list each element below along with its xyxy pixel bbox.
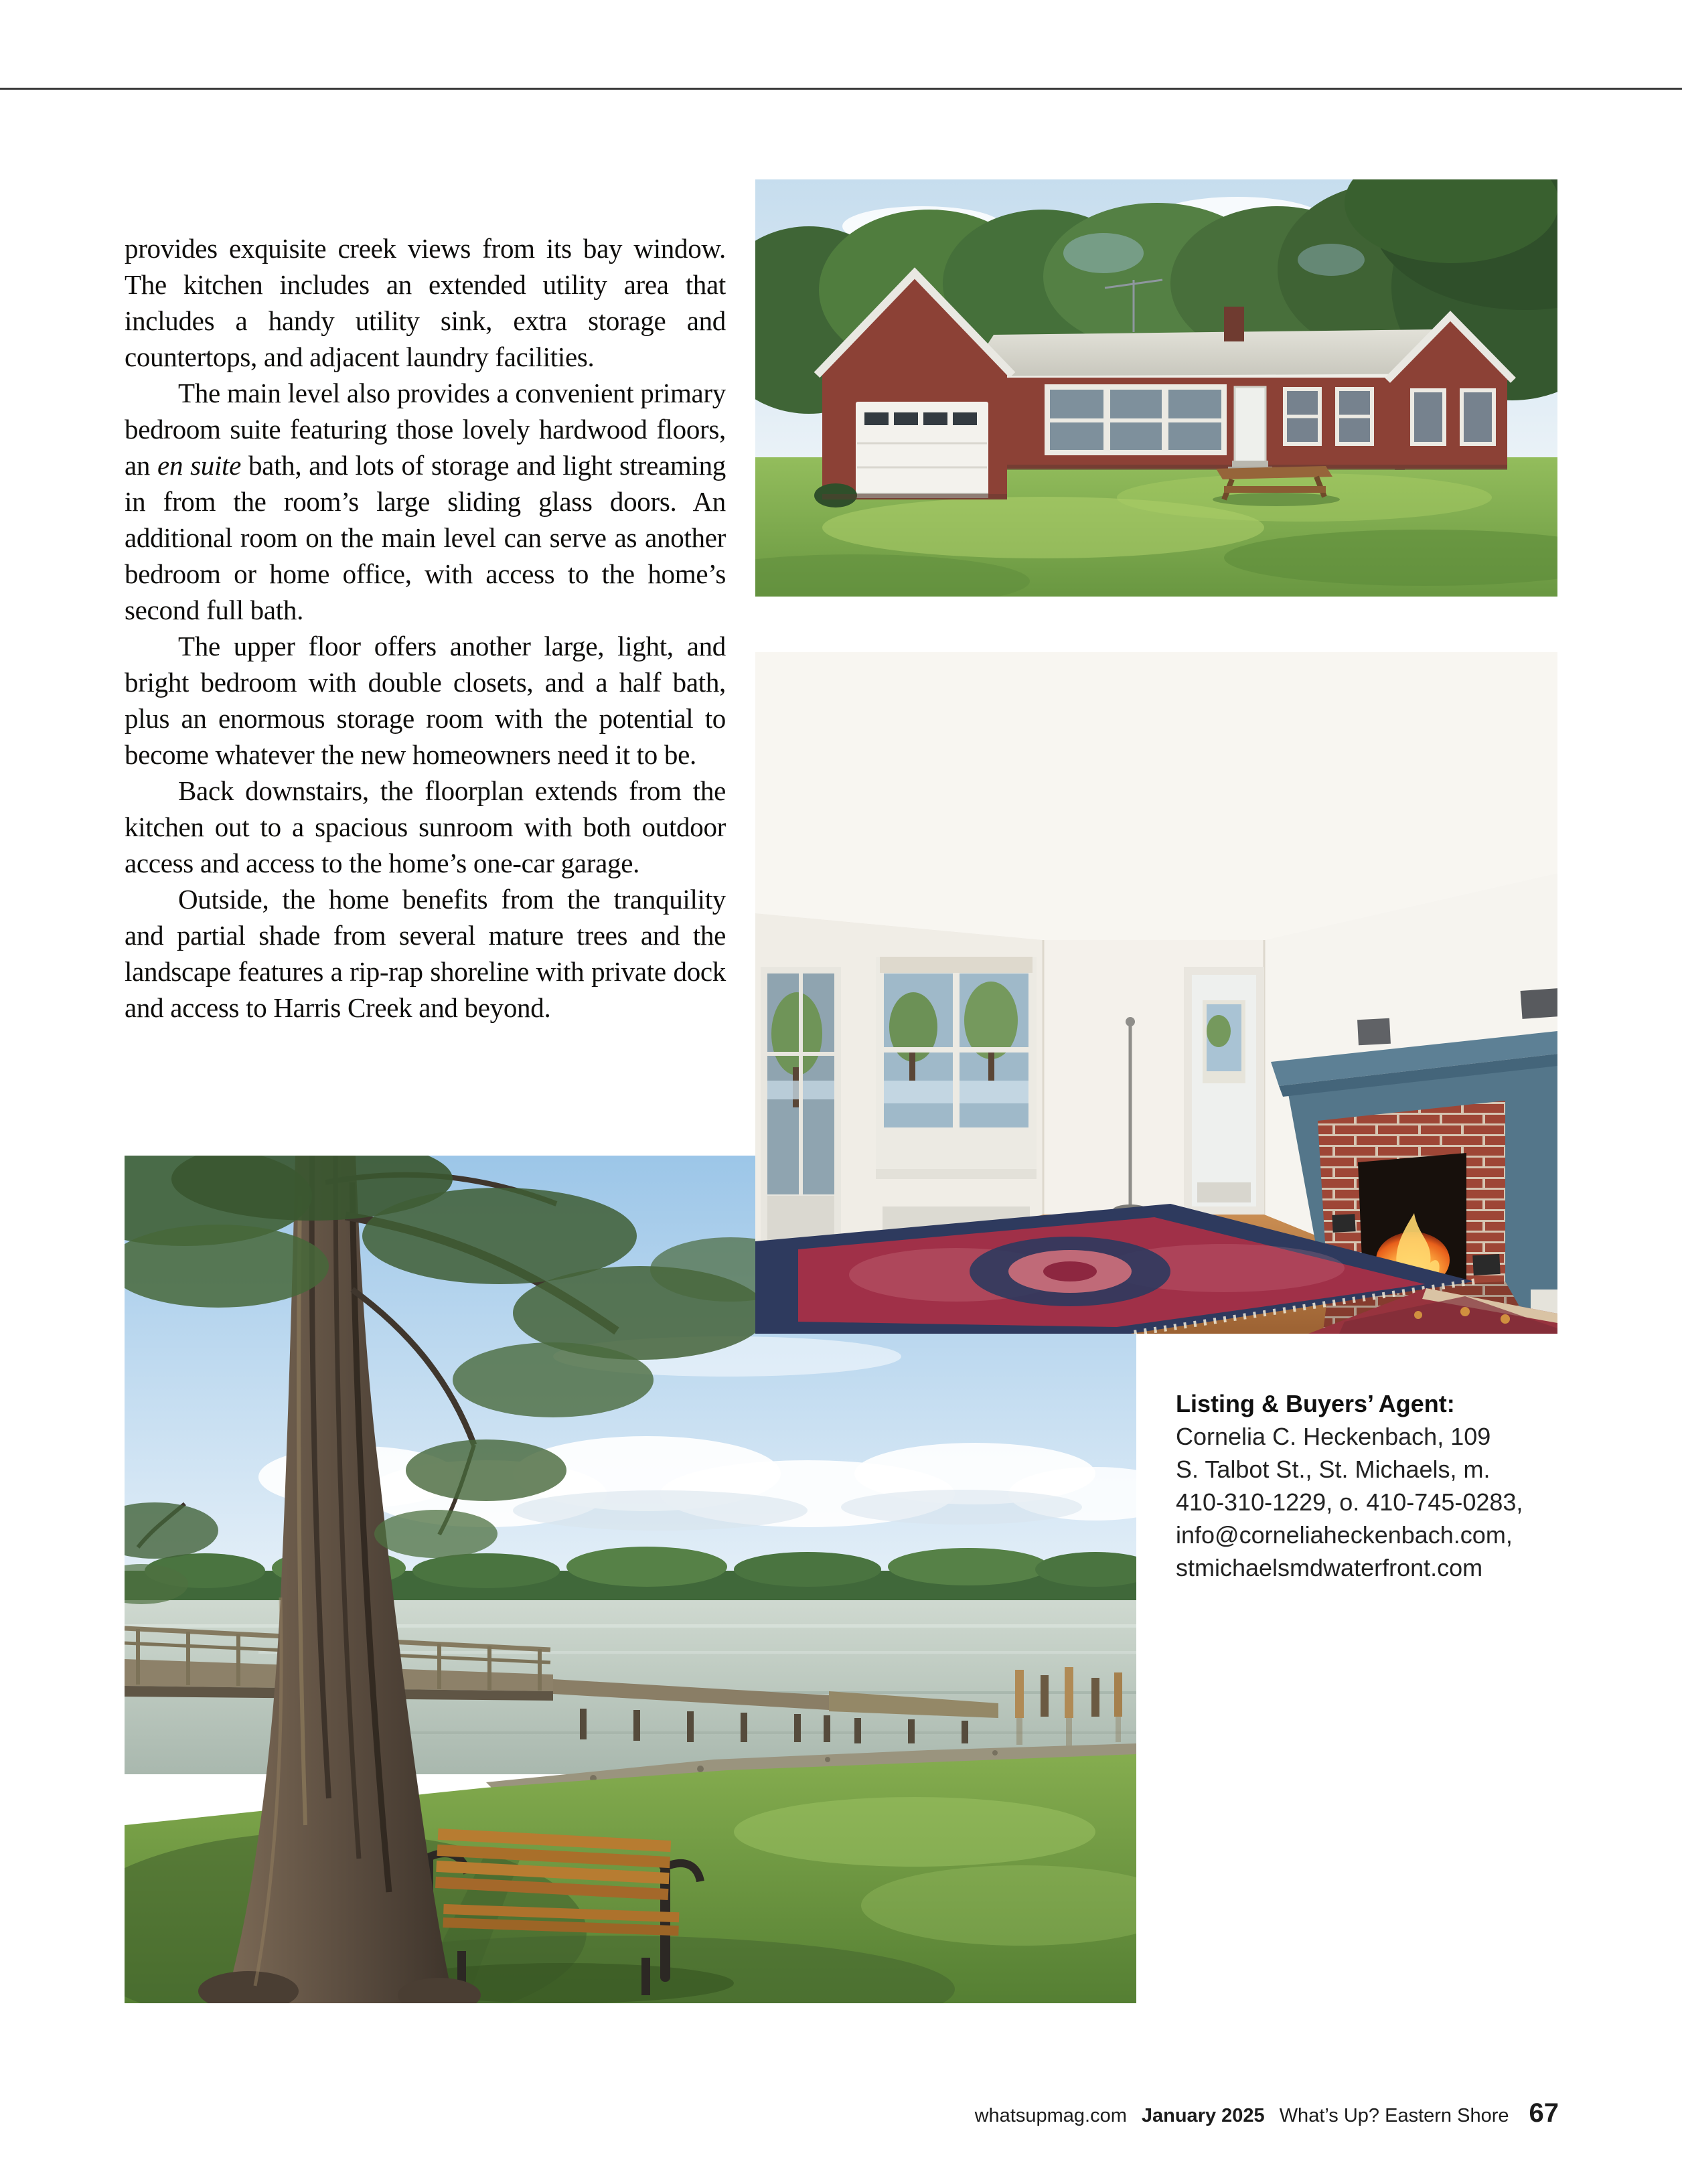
house-exterior-photo — [755, 179, 1557, 597]
agent-label: Listing & Buyers’ Agent: — [1176, 1390, 1455, 1417]
paragraph-text: bath, and lots of storage and light streaming in from the room’s large sliding glass doors. An additional room on the main level can serve as another bedroom or home office, with access to the home’s second full bath. — [125, 450, 727, 625]
picnic-table — [1213, 466, 1340, 506]
paragraph: The upper floor offers another large, light, and bright bedroom with double closets, and a half bath, plus an enormous storage room with the potential to become whatever the new homeowners need it to be. — [125, 631, 726, 770]
article-text — [125, 230, 726, 1026]
agent-line: Cornelia C. Heckenbach, 109 — [1176, 1423, 1491, 1450]
living-room-fireplace-photo — [755, 652, 1557, 1334]
agent-line: 410-310-1229, o. 410-745-0283, — [1176, 1488, 1523, 1516]
italic-phrase: en suite — [157, 450, 242, 481]
footer-magazine-name: What’s Up? Eastern Shore — [1279, 2105, 1509, 2126]
paragraph: provides exquisite creek views from its bay window. The kitchen includes an extended utility area that includes a handy utility sink, extra storage and countertops, and adjacent laundry facilities. — [125, 233, 726, 372]
agent-line-email: info@corneliaheckenbach.com, — [1176, 1521, 1513, 1549]
back-doorway — [1184, 967, 1264, 1215]
agent-info — [1176, 1387, 1564, 1584]
chimney — [1224, 307, 1244, 341]
footer-issue-date: January 2025 — [1141, 2105, 1265, 2126]
top-rule — [0, 88, 1682, 90]
paragraph: Back downstairs, the floorplan extends from the kitchen out to a spacious sunroom with both outdoor access and access to the home’s one-car garage. — [125, 775, 726, 878]
entry-door — [1235, 387, 1266, 463]
paragraph — [125, 375, 726, 628]
agent-line-website: stmichaelsmdwaterfront.com — [1176, 1554, 1483, 1581]
footer-page-number: 67 — [1529, 2098, 1559, 2128]
footer-site-url: whatsupmag.com — [974, 2105, 1127, 2126]
paragraph: Outside, the home benefits from the tranquility and partial shade from several mature trees and the landscape features a rip-rap shoreline with private dock and access to Harris Creek and beyond. — [125, 884, 726, 1023]
footer — [975, 2098, 1559, 2128]
agent-line: S. Talbot St., St. Michaels, m. — [1176, 1456, 1490, 1483]
paragraph-text: The main level also provides a convenient primary bedroom suite featuring those lovely hardwood floors, an — [125, 378, 726, 481]
